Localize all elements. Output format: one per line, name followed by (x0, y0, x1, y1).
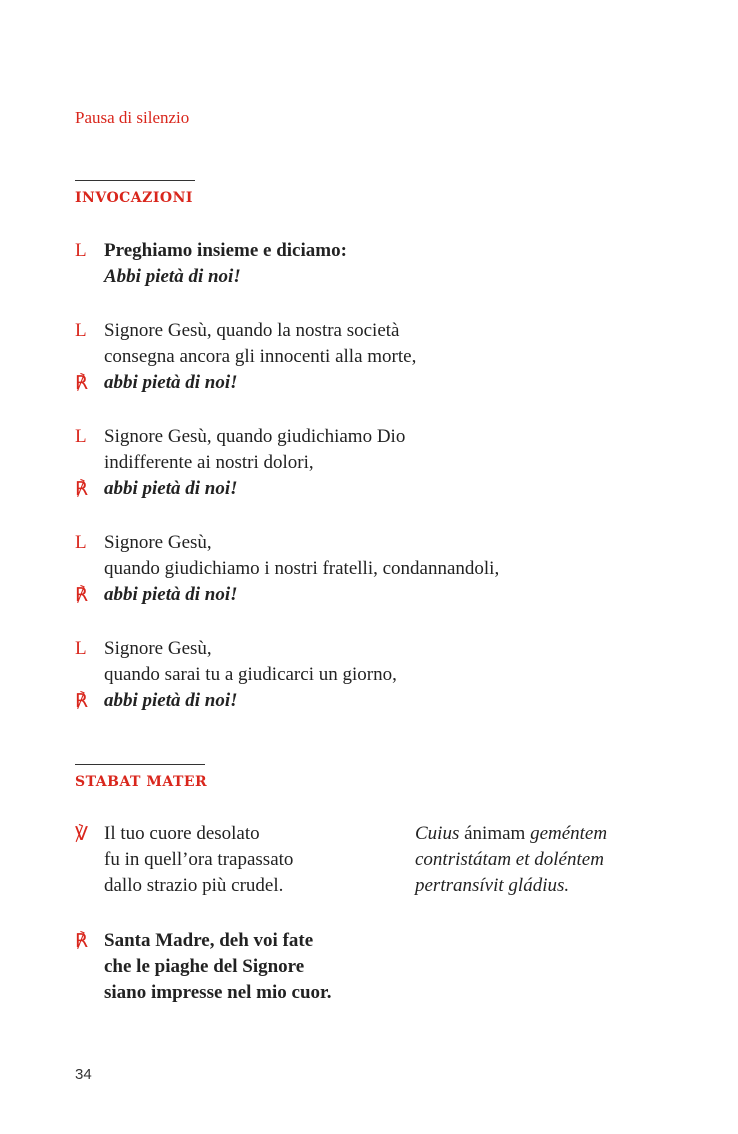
invocation-line: Signore Gesù, (104, 638, 212, 659)
response-mark: ℟ (75, 931, 88, 952)
invocation-line: Signore Gesù, (104, 532, 212, 553)
pausa-label: Pausa di silenzio (75, 108, 190, 127)
invocation-line: quando giudichiamo i nostri fratelli, condannandoli, (104, 558, 500, 579)
response-line: abbi pietà di noi! (104, 478, 238, 499)
response-mark: ℟ (75, 691, 88, 712)
response-mark: ℟ (75, 479, 88, 500)
response-line: abbi pietà di noi! (104, 584, 238, 605)
stabat-response-line: che le piaghe del Signore (104, 956, 305, 977)
invocation-line: indifferente ai nostri dolori, (104, 452, 314, 473)
section-rule-invocazioni (75, 180, 195, 181)
latin-line: contristátam et doléntem (415, 849, 604, 870)
intro-line: Preghiamo insieme e diciamo: (104, 240, 347, 261)
latin-word: Cuius (415, 823, 460, 844)
verse-line: fu in quell’ora trapassato (104, 849, 294, 870)
invocation-line: quando sarai tu a giudicarci un giorno, (104, 664, 397, 685)
verse-line: Il tuo cuore desolato (104, 823, 260, 844)
latin-line (415, 823, 607, 845)
lector-mark: L (75, 426, 87, 447)
lector-mark: L (75, 532, 87, 553)
invocation-line: consegna ancora gli innocenti alla morte, (104, 346, 417, 367)
versicle-mark: ℣ (75, 824, 88, 845)
verse-line: dallo strazio più crudel. (104, 875, 284, 896)
invocation-line: Signore Gesù, quando giudichiamo Dio (104, 426, 406, 447)
response-mark: ℟ (75, 373, 88, 394)
stabat-response-line: siano impresse nel mio cuor. (104, 982, 332, 1003)
latin-word: geméntem (530, 823, 608, 844)
intro-response: Abbi pietà di noi! (104, 266, 241, 287)
response-mark: ℟ (75, 585, 88, 606)
lector-mark: L (75, 638, 87, 659)
lector-mark: L (75, 320, 87, 341)
response-line: abbi pietà di noi! (104, 372, 238, 393)
heading-invocazioni: INVOCAZIONI (75, 190, 193, 206)
latin-word: ánimam (459, 823, 531, 844)
heading-stabat-mater: STABAT MATER (75, 774, 208, 790)
latin-line: pertransívit gládius. (415, 875, 570, 896)
lector-mark: L (75, 240, 87, 261)
invocation-line: Signore Gesù, quando la nostra società (104, 320, 400, 341)
response-line: abbi pietà di noi! (104, 690, 238, 711)
page-number: 34 (75, 1066, 92, 1083)
section-rule-stabat (75, 764, 205, 765)
stabat-response-line: Santa Madre, deh voi fate (104, 930, 314, 951)
